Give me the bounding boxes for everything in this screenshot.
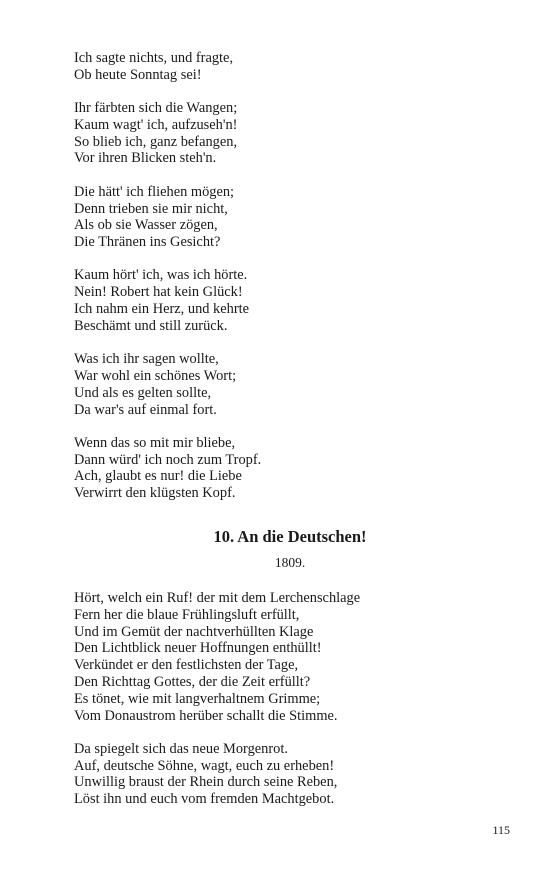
page-number: 115 <box>492 823 510 837</box>
verse-line: Die hätt' ich fliehen mögen; <box>74 183 235 200</box>
verse-line: Auf, deutsche Söhne, wagt, euch zu erheben! <box>74 757 335 774</box>
stanza <box>74 100 494 167</box>
verse-line: Dann würd' ich noch zum Tropf. <box>74 451 262 468</box>
verse-line: Ich nahm ein Herz, und kehrte <box>74 301 250 318</box>
stanza <box>74 267 494 334</box>
verse-line: Den Richttag Gottes, der die Zeit erfüllt? <box>74 673 311 690</box>
verse-line: Denn trieben sie mir nicht, <box>74 200 228 217</box>
stanza <box>74 184 494 251</box>
verse-line: Es tönet, wie mit langverhaltnem Grimme; <box>74 690 321 707</box>
poem-stanzas <box>74 590 514 825</box>
verse-line: Hört, welch ein Ruf! der mit dem Lerchenschlage <box>74 590 361 606</box>
stanza <box>74 741 514 808</box>
verse-line: Beschämt und still zurück. <box>74 317 228 334</box>
stanza <box>74 351 494 418</box>
verse-line: So blieb ich, ganz befangen, <box>74 133 238 150</box>
verse-line: Den Lichtblick neuer Hoffnungen enthüllt! <box>74 640 322 657</box>
verse-line: Als ob sie Wasser zögen, <box>74 217 218 234</box>
previous-poem-stanzas <box>74 50 494 519</box>
verse-line: Unwillig braust der Rhein durch seine Reben, <box>74 774 338 791</box>
verse-line: Die Thränen ins Gesicht? <box>74 234 221 251</box>
stanza <box>74 590 514 724</box>
verse-line: War wohl ein schönes Wort; <box>74 367 237 384</box>
verse-line: Ihr färbten sich die Wangen; <box>74 100 238 117</box>
verse-line: Nein! Robert hat kein Glück! <box>74 284 243 301</box>
verse-line: Verkündet er den festlichsten der Tage, <box>74 657 299 674</box>
verse-line: Vor ihren Blicken steh'n. <box>74 150 217 167</box>
verse-line: Was ich ihr sagen wollte, <box>74 351 219 368</box>
verse-line: Und im Gemüt der nachtverhüllten Klage <box>74 623 314 640</box>
verse-line: Da war's auf einmal fort. <box>74 401 217 418</box>
verse-line: Ob heute Sonntag sei! <box>74 66 202 83</box>
verse-line: Und als es gelten sollte, <box>74 384 212 401</box>
verse-line: Verwirrt den klügsten Kopf. <box>74 485 236 502</box>
stanza <box>74 50 494 84</box>
stanza <box>74 435 494 502</box>
verse-line: Wenn das so mit mir bliebe, <box>74 434 236 451</box>
poem-year: 1809. <box>274 555 306 570</box>
verse-line: Kaum wagt' ich, aufzuseh'n! <box>74 116 238 133</box>
poem-title: 10. An die Deutschen! <box>213 527 367 546</box>
verse-line: Fern her die blaue Frühlingsluft erfüllt, <box>74 606 300 623</box>
verse-line: Kaum hört' ich, was ich hörte. <box>74 267 248 284</box>
verse-line: Löst ihn und euch vom fremden Machtgebot. <box>74 791 335 808</box>
verse-line: Da spiegelt sich das neue Morgenrot. <box>74 740 288 757</box>
verse-line: Ich sagte nichts, und fragte, <box>74 50 234 66</box>
verse-line: Vom Donaustrom herüber schallt die Stimme. <box>74 707 338 724</box>
verse-line: Ach, glaubt es nur! die Liebe <box>74 468 242 485</box>
